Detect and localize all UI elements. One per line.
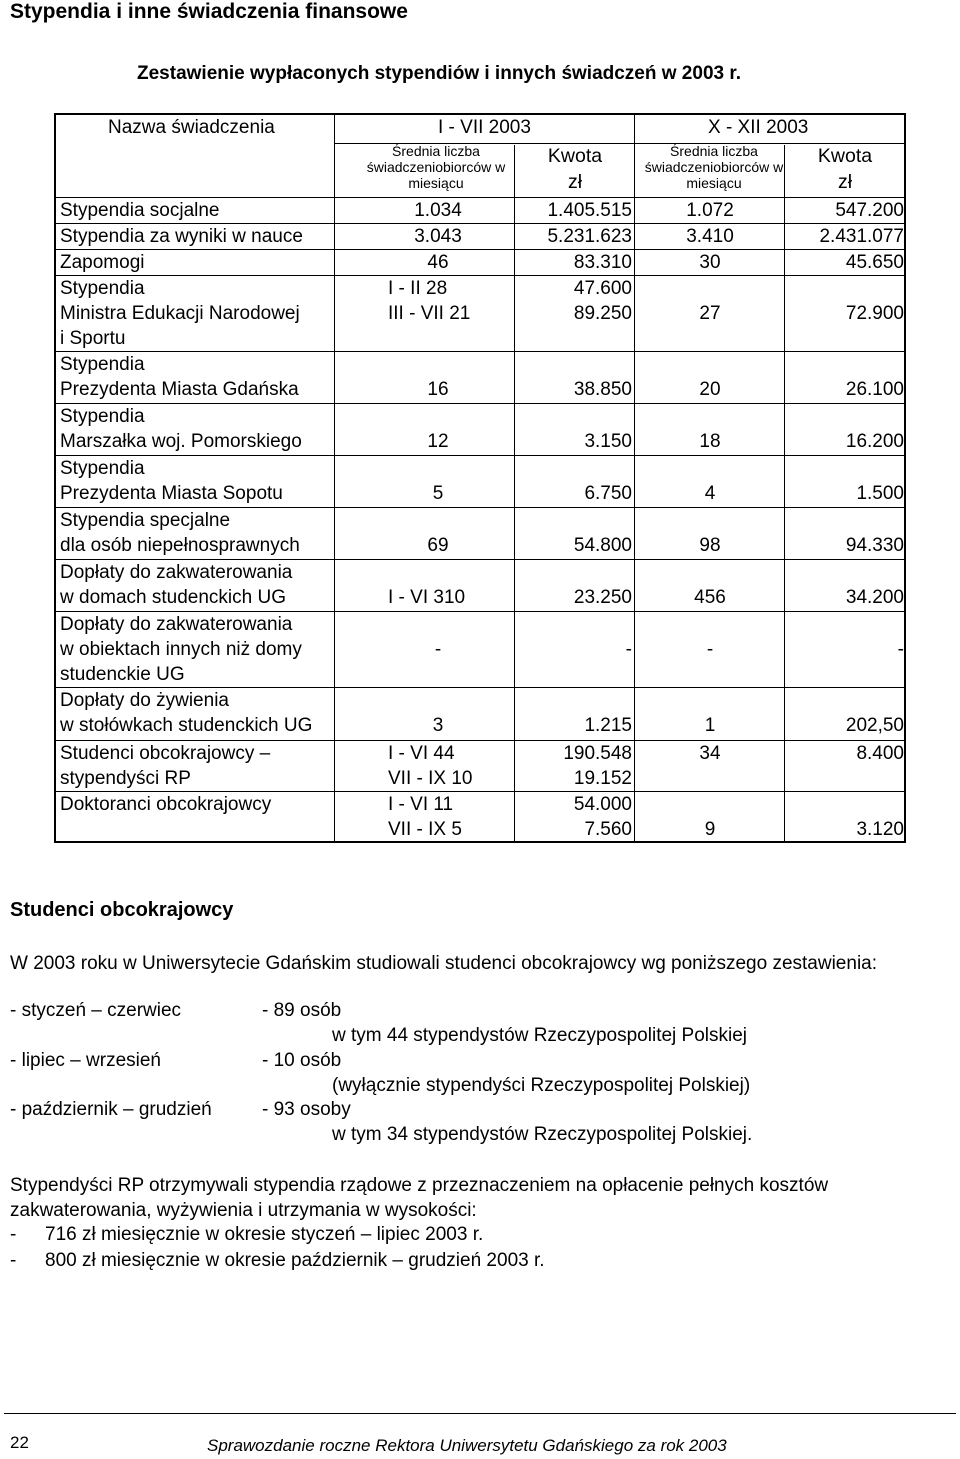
foreign-item-count: - 10 osób <box>262 1050 342 1071</box>
cell-p2-amount: 202,50 <box>845 715 904 736</box>
cell-p1-count: 3 <box>432 715 444 736</box>
cell-p2-amount: 2.431.077 <box>819 226 904 247</box>
grid-line <box>784 290 785 403</box>
row-label: Ministra Edukacji Narodowej <box>60 303 300 324</box>
row-label: w domach studenckich UG <box>60 587 286 608</box>
row-label: studenckie UG <box>60 664 185 685</box>
cell-p1-count: I - VI 11 <box>388 794 454 815</box>
grid-line <box>56 249 906 250</box>
cell-p1-count: I - VI 310 <box>388 587 466 608</box>
table-title: Zestawienie wypłaconych stypendiów i innych świadczeń w 2003 r. <box>137 63 741 84</box>
cell-p2-count: 27 <box>699 303 721 324</box>
foreign-heading: Studenci obcokrajowcy <box>10 899 234 921</box>
cell-p1-amount: 83.310 <box>573 252 632 273</box>
grid-line <box>334 290 335 403</box>
page-number: 22 <box>10 1433 29 1452</box>
row-label: Zapomogi <box>60 252 145 273</box>
cell-p1-count: VII - IX 10 <box>388 768 473 789</box>
cell-p1-amount: 3.150 <box>584 431 632 452</box>
subheader-amount-2: Kwota zł <box>817 145 873 193</box>
bullet-dash: - <box>10 1250 17 1271</box>
grid-line <box>634 290 635 403</box>
foreign-item-note: (wyłącznie stypendyści Rzeczypospolitej Polskiej) <box>332 1075 751 1096</box>
cell-p2-count: 18 <box>699 431 721 452</box>
cell-p2-amount: 45.650 <box>845 252 904 273</box>
row-label: dla osób niepełnosprawnych <box>60 535 300 556</box>
grid-line <box>334 115 335 290</box>
cell-p2-amount: 72.900 <box>845 303 904 324</box>
cell-p2-count: 34 <box>699 743 721 764</box>
cell-p1-amount: 7.560 <box>584 819 632 840</box>
grid-line <box>56 403 906 404</box>
column-header-period2: X - XII 2003 <box>708 117 809 138</box>
foreign-item-count: - 93 osoby <box>262 1099 351 1120</box>
cell-p2-count: 98 <box>699 535 721 556</box>
cell-p1-count: 1.034 <box>414 200 462 221</box>
row-label: Stypendia za wyniki w nauce <box>60 226 303 247</box>
grid-line <box>514 290 515 403</box>
grid-line <box>56 351 906 352</box>
subheader-amount-1: Kwota zł <box>547 145 603 193</box>
cell-p1-amount: 19.152 <box>573 768 632 789</box>
row-label: Stypendia <box>60 278 145 299</box>
row-label: i Sportu <box>60 328 126 349</box>
cell-p2-amount: 16.200 <box>845 431 904 452</box>
cell-p1-amount: 54.800 <box>573 535 632 556</box>
section-title: Stypendia i inne świadczenia finansowe <box>10 0 408 23</box>
cell-p1-amount: 1.405.515 <box>547 200 632 221</box>
foreign-item-period: - październik – grudzień <box>10 1099 212 1120</box>
foreign-item-period: - styczeń – czerwiec <box>10 1000 182 1021</box>
row-label: Marszałka woj. Pomorskiego <box>60 431 302 452</box>
cell-p1-count: I - VI 44 <box>388 743 455 764</box>
benefits-table <box>54 113 906 843</box>
cell-p2-amount: 26.100 <box>845 379 904 400</box>
cell-p1-amount: 5.231.623 <box>547 226 632 247</box>
column-header-period1: I - VII 2003 <box>438 117 531 138</box>
grid-line <box>334 403 335 843</box>
cell-p1-count: I - II 28 <box>388 278 448 299</box>
cell-p1-count: 16 <box>427 379 449 400</box>
cell-p2-amount: 547.200 <box>835 200 904 221</box>
bullet-dash: - <box>10 1224 17 1245</box>
grid-line <box>56 275 906 276</box>
scholarship-paragraph: Stypendyści RP otrzymywali stypendia rządowe z przeznaczeniem na opłacenie pełnych kosztów zakwaterowania, wyżywienia i utrzymania w wysokości: <box>10 1175 829 1221</box>
cell-p1-amount: 6.750 <box>584 483 632 504</box>
cell-p1-amount: 190.548 <box>563 743 632 764</box>
cell-p2-count: 9 <box>704 819 716 840</box>
cell-p1-amount: 23.250 <box>573 587 632 608</box>
cell-p1-amount: 38.850 <box>573 379 632 400</box>
subheader-avg-1: Średnia liczba świadczeniobiorców w miesiącu <box>366 143 506 191</box>
cell-p2-count: 1 <box>704 715 716 736</box>
cell-p2-amount: 1.500 <box>856 483 904 504</box>
cell-p1-count: VII - IX 5 <box>388 819 462 840</box>
column-header-name: Nazwa świadczenia <box>108 117 275 138</box>
cell-p2-count: 1.072 <box>686 200 734 221</box>
row-label: Prezydenta Miasta Gdańska <box>60 379 299 400</box>
cell-p1-count: - <box>434 639 442 660</box>
grid-line <box>784 403 785 843</box>
cell-p2-count: 3.410 <box>686 226 734 247</box>
footer-text: Sprawozdanie roczne Rektora Uniwersytetu Gdańskiego za rok 2003 <box>207 1436 727 1455</box>
cell-p2-count: 30 <box>699 252 721 273</box>
row-label: Dopłaty do zakwaterowania <box>60 562 293 583</box>
row-label: Prezydenta Miasta Sopotu <box>60 483 283 504</box>
row-label: Dopłaty do żywienia <box>60 690 229 711</box>
foreign-item-note: w tym 44 stypendystów Rzeczypospolitej Polskiej <box>332 1025 748 1046</box>
grid-line <box>56 455 906 456</box>
cell-p2-count: 456 <box>694 587 726 608</box>
row-label: Stypendia <box>60 406 145 427</box>
cell-p1-count: 69 <box>427 535 449 556</box>
cell-p2-count: 20 <box>699 379 721 400</box>
cell-p1-count: 12 <box>427 431 449 452</box>
cell-p1-amount: - <box>625 639 632 660</box>
row-label: Stypendia socjalne <box>60 200 220 221</box>
row-label: Studenci obcokrajowcy – <box>60 743 271 764</box>
row-label: Stypendia <box>60 458 145 479</box>
cell-p1-count: 5 <box>432 483 444 504</box>
grid-line <box>514 403 515 843</box>
row-label: Stypendia specjalne <box>60 510 231 531</box>
cell-p1-count: 3.043 <box>414 226 462 247</box>
grid-line <box>634 115 635 290</box>
foreign-intro: W 2003 roku w Uniwersytecie Gdańskim studiowali studenci obcokrajowcy wg poniższego zestawienia: <box>10 953 878 974</box>
row-label: Doktoranci obcokrajowcy <box>60 794 272 815</box>
subheader-avg-2: Średnia liczba świadczeniobiorców w miesiącu <box>644 143 784 191</box>
cell-p2-amount: 3.120 <box>856 819 904 840</box>
row-label: stypendyści RP <box>60 768 191 789</box>
cell-p1-count: 46 <box>427 252 449 273</box>
foreign-item-note: w tym 34 stypendystów Rzeczypospolitej Polskiej. <box>332 1124 753 1145</box>
row-label: Stypendia <box>60 354 145 375</box>
foreign-item-count: - 89 osób <box>262 1000 342 1021</box>
row-label: w obiektach innych niż domy <box>60 639 302 660</box>
cell-p2-amount: 94.330 <box>845 535 904 556</box>
bullet-text: 800 zł miesięcznie w okresie październik – grudzień 2003 r. <box>45 1250 545 1271</box>
footer-divider <box>4 1413 956 1414</box>
row-label: w stołówkach studenckich UG <box>60 715 313 736</box>
cell-p1-amount: 47.600 <box>573 278 632 299</box>
grid-line <box>634 403 635 843</box>
cell-p1-amount: 54.000 <box>573 794 632 815</box>
cell-p2-amount: 8.400 <box>856 743 904 764</box>
bullet-text: 716 zł miesięcznie w okresie styczeń – lipiec 2003 r. <box>45 1224 484 1245</box>
row-label: Dopłaty do zakwaterowania <box>60 614 293 635</box>
cell-p2-amount: - <box>897 639 904 660</box>
foreign-item-period: - lipiec – wrzesień <box>10 1050 161 1071</box>
cell-p1-amount: 1.215 <box>584 715 632 736</box>
cell-p1-count: III - VII 21 <box>388 303 471 324</box>
cell-p2-count: - <box>706 639 714 660</box>
cell-p1-amount: 89.250 <box>573 303 632 324</box>
cell-p2-count: 4 <box>704 483 716 504</box>
cell-p2-amount: 34.200 <box>845 587 904 608</box>
